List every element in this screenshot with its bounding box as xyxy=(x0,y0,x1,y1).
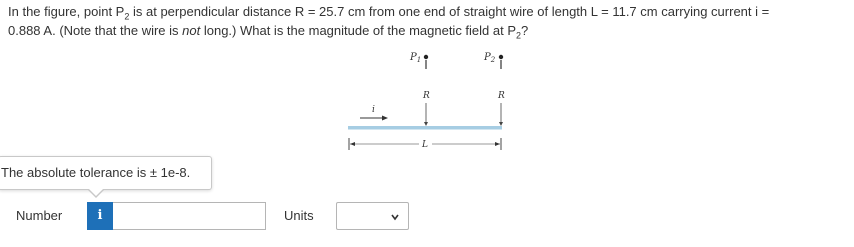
question-line2-c: ? xyxy=(521,23,529,38)
question-line2-b: long.) What is the magnitude of the magnetic field at P xyxy=(200,23,517,38)
l-arrowhead-left xyxy=(350,142,355,146)
tooltip-pointer-fill xyxy=(88,188,104,196)
chevron-down-icon xyxy=(390,212,400,222)
question-line2-sub: 2 xyxy=(516,30,522,41)
number-label: Number xyxy=(16,208,63,223)
r-arrowhead-2 xyxy=(499,122,503,126)
wire xyxy=(348,126,502,130)
p1-dot xyxy=(424,55,428,59)
number-input[interactable] xyxy=(113,202,266,230)
wire-diagram xyxy=(340,46,530,156)
l-label: L xyxy=(422,140,428,150)
tolerance-text: The absolute tolerance is ± 1e-8. xyxy=(1,165,191,180)
info-icon[interactable]: i xyxy=(87,202,113,230)
i-label: i xyxy=(372,105,375,115)
p2-label: $P_2$ xyxy=(484,52,496,64)
current-arrowhead xyxy=(382,116,388,121)
p2-dot xyxy=(499,55,503,59)
question-line2-em: not xyxy=(182,23,201,38)
question-line1-b: is at perpendicular distance R = 25.7 cm from one end of straight wire of length L = 11.7 cm carrying current i = xyxy=(129,4,770,19)
question-line2-a: 0.888 A. (Note that the wire is xyxy=(8,23,183,38)
l-arrowhead-right xyxy=(495,142,500,146)
question-text xyxy=(8,2,848,40)
units-label: Units xyxy=(284,208,314,223)
p1-label: $P_1$ xyxy=(410,52,422,64)
question-line1-sub: 2 xyxy=(124,11,130,22)
r-arrowhead-1 xyxy=(424,122,428,126)
question-line1-a: In the figure, point P xyxy=(8,4,125,19)
wire-figure xyxy=(340,46,530,156)
units-select[interactable] xyxy=(336,202,409,230)
r-label-1: R xyxy=(423,91,430,101)
r-label-2: R xyxy=(498,91,505,101)
tolerance-tooltip xyxy=(0,156,212,190)
